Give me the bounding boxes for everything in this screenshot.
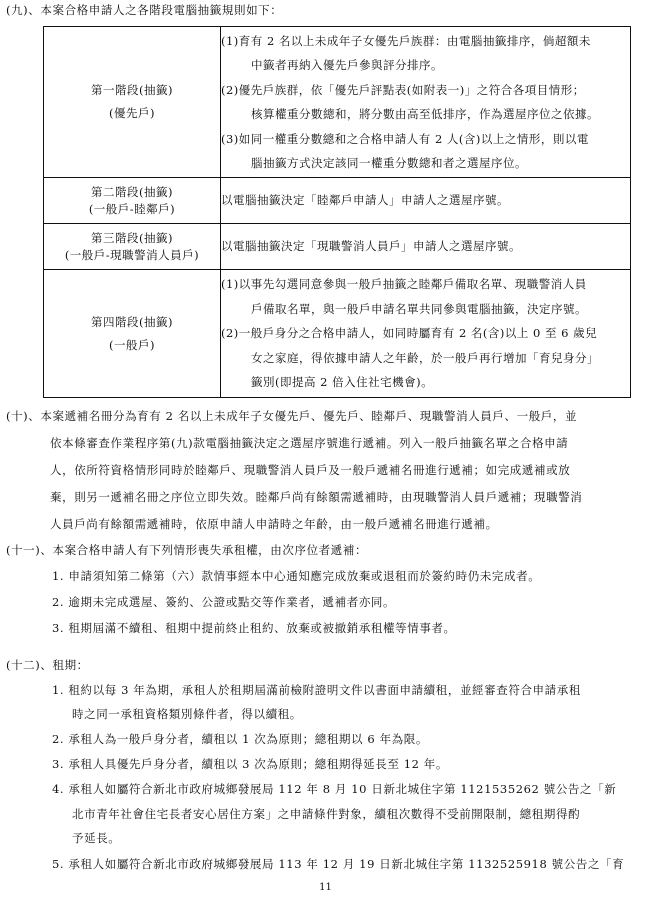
phase-4-rule-line: (2)一般戶身分之合格申請人，如同時屬育有 2 名(含)以上 0 至 6 歲兒 <box>221 326 598 341</box>
phase-1-subtitle: (優先戶) <box>109 106 155 120</box>
section-12-item: 3. 承租人具優先戶身分者，續租以 3 次為原則；總租期得延長至 12 年。 <box>52 757 448 771</box>
section-10-line: 人，依所符資格情形同時於睦鄰戶、現職警消人員戶及一般戶遞補名冊進行遞補；如完成遞補或放 <box>50 463 571 477</box>
phase-2-title: 第二階段(抽籤) <box>91 184 173 199</box>
phase-1-rule-line: 中籤者再納入優先戶參與評分排序。 <box>251 58 443 72</box>
section-12-item: 予延長。 <box>72 831 121 845</box>
phase-3-title: 第三階段(抽籤) <box>91 230 173 245</box>
section-10-line: 棄，則另一遞補名冊之序位立即失效。睦鄰戶尚有餘額需遞補時，由現職警消人員戶遞補；現職警消 <box>50 490 583 504</box>
phase-row-3 <box>44 224 631 270</box>
section-11-item: 1. 申請須知第二條第（六）款情事經本中心通知應完成放棄或退租而於簽約時仍未完成者。 <box>52 569 541 583</box>
section-12-item: 時之同一承租資格類別條件者，得以續租。 <box>72 707 302 721</box>
phase-2-rules-cell <box>221 178 631 224</box>
section-9-heading: (九)、本案合格申請人之各階段電腦抽籤規則如下： <box>6 3 283 17</box>
phase-row-2 <box>44 178 631 224</box>
section-12-item: 北市青年社會住宅長者安心居住方案」之申請條件對象，續租次數得不受前開限制，總租期得酌 <box>72 807 581 821</box>
phase-4-title: 第四階段(抽籤) <box>91 314 173 329</box>
phase-4-rule-line: (1)以事先勾選同意參與一般戶抽籤之睦鄰戶備取名單、現職警消人員 <box>221 277 587 292</box>
phase-1-rule-line: (2)優先戶族群，依「優先戶評點表(如附表一)」之符合各項目情形； <box>221 82 585 97</box>
phase-4-rule-line: 戶備取名單，與一般戶申請名單共同參與電腦抽籤，決定序號。 <box>251 301 587 316</box>
section-11-item: 2. 逾期未完成選屋、簽約、公證或點交等作業者，遞補者亦同。 <box>52 595 396 609</box>
phase-1-rule-line: 核算權重分數總和，將分數由高至低排序，作為選屋序位之依據。 <box>251 107 599 121</box>
section-10-line: 人員戶尚有餘額需遞補時，依原申請人申請時之年齡，由一般戶遞補名冊進行遞補。 <box>50 517 498 531</box>
phase-1-rule-line: (1)育有 2 名以上未成年子女優先戶族群：由電腦抽籤排序，倘超額未 <box>221 33 591 48</box>
phase-row-4 <box>44 270 631 398</box>
section-11-heading: (十一)、本案合格申請人有下列情形喪失承租權，由次序位者遞補： <box>6 543 368 557</box>
section-12-heading: (十二)、租期： <box>6 658 89 672</box>
phase-1-label-cell <box>44 27 221 178</box>
phase-4-rule-line: 女之家庭，得依據申請人之年齡，於一般戶再行增加「育兒身分」 <box>251 350 599 365</box>
section-12-item: 5. 承租人如屬符合新北市政府城鄉發展局 113 年 12 月 19 日新北城住字第 1132525918 號公告之「育 <box>52 857 625 871</box>
section-11-item: 3. 租期屆滿不續租、租期中提前終止租約、放棄或被撤銷承租權等情事者。 <box>52 621 456 635</box>
section-10-line: 依本條審查作業程序第(九)款電腦抽籤決定之選屋序號進行遞補。列入一般戶抽籤名單之合格申請 <box>50 436 569 450</box>
section-12-item: 4. 承租人如屬符合新北市政府城鄉發展局 112 年 8 月 10 日新北城住字第 1121535262 號公告之「新 <box>52 782 617 796</box>
phase-4-rule-line: 籤別(即提高 2 倍入住社宅機會)。 <box>251 375 434 390</box>
page-number: 11 <box>319 882 332 893</box>
phase-3-rules-cell <box>221 224 631 270</box>
phase-2-label-cell <box>44 178 221 224</box>
phase-4-subtitle: (一般戶) <box>109 337 155 352</box>
section-12-item: 2. 承租人為一般戶身分者，續租以 1 次為原則；總租期以 6 年為限。 <box>52 732 428 746</box>
phase-row-1 <box>44 27 631 178</box>
phase-1-rule-line: 腦抽籤方式決定該同一權重分數總和者之選屋序位。 <box>251 156 527 170</box>
phase-1-rule-line: (3)如同一權重分數總和之合格申請人有 2 人(含)以上之情形，則以電 <box>221 131 589 146</box>
section-10-line: (十)、本案遞補名冊分為育有 2 名以上未成年子女優先戶、優先戶、睦鄰戶、現職警消人員戶、一般戶，並 <box>6 409 578 423</box>
phase-1-title: 第一階段(抽籤) <box>91 83 173 97</box>
section-12-item: 1. 租約以每 3 年為期，承租人於租期屆滿前檢附證明文件以書面申請續租，並經審查符合申請承租 <box>52 683 581 697</box>
phase-3-rule-line: 以電腦抽籤決定「現職警消人員戶」申請人之選屋序號。 <box>221 239 521 254</box>
phase-3-label-cell <box>44 224 221 270</box>
phase-4-label-cell <box>44 270 221 398</box>
phase-2-rule-line: 以電腦抽籤決定「睦鄰戶申請人」申請人之選屋序號。 <box>221 193 509 208</box>
phase-3-subtitle: (一般戶-現職警消人員戶) <box>64 247 200 262</box>
phase-2-subtitle: (一般戶-睦鄰戶) <box>88 201 176 216</box>
phase-1-rules-cell <box>221 27 631 178</box>
phase-4-rules-cell <box>221 270 631 398</box>
lottery-phase-table <box>43 26 631 398</box>
